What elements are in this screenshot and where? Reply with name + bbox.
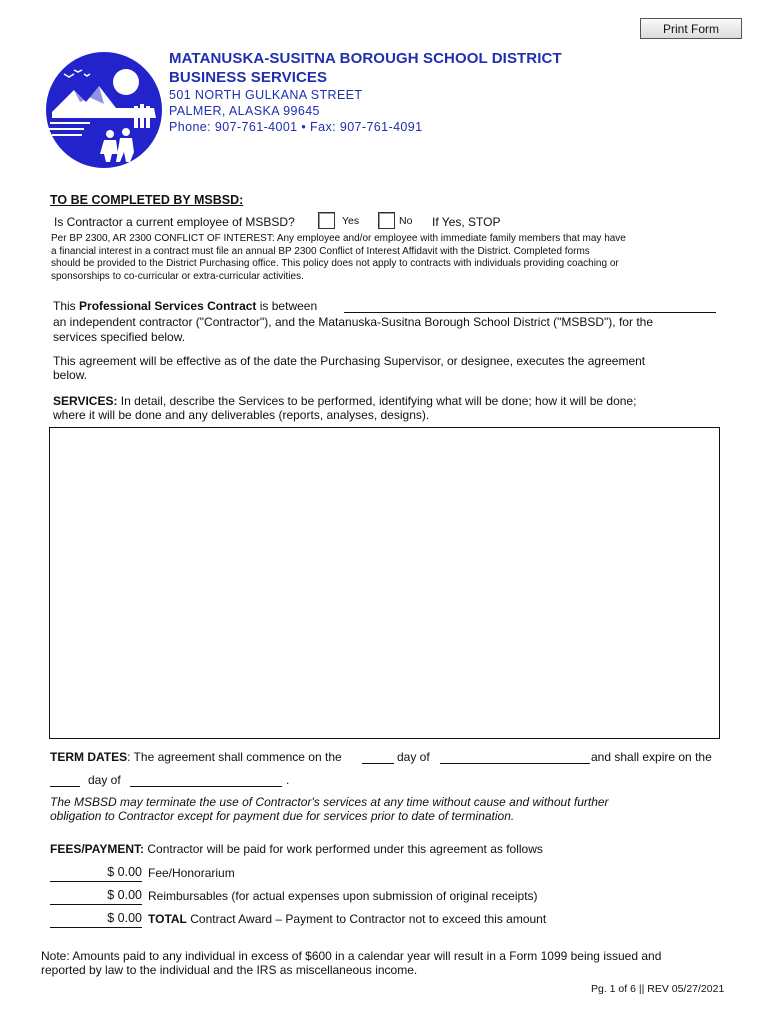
services-label: SERVICES: (53, 394, 118, 408)
contract-type: Professional Services Contract (79, 299, 257, 313)
day-of-label: day of (88, 773, 121, 787)
total-label: TOTAL (148, 912, 187, 926)
term-label: TERM DATES (50, 750, 128, 764)
intro-text: is between (256, 299, 318, 313)
stop-note: If Yes, STOP (432, 215, 501, 229)
conflict-of-interest-text (51, 233, 723, 283)
period: . (286, 773, 290, 787)
services-description-field[interactable] (49, 427, 720, 739)
fee-description: Fee/Honorarium (148, 866, 235, 880)
day-of-label: day of (397, 750, 430, 764)
conflict-line: sponsorships to co-curricular or extra-curricular activities. (51, 270, 304, 282)
yes-checkbox[interactable] (318, 212, 335, 229)
effective-text: below. (53, 368, 88, 382)
yes-label: Yes (342, 215, 360, 227)
termination-text: The MSBSD may terminate the use of Contractor's services at any time without cause and without further (50, 795, 609, 809)
start-day-field[interactable] (362, 749, 394, 764)
services-instructions (53, 394, 636, 408)
intro-text: This (53, 299, 80, 313)
employee-question: Is Contractor a current employee of MSBSD? (54, 215, 295, 229)
print-form-button[interactable]: Print Form (640, 18, 742, 39)
street-address: 501 NORTH GULKANA STREET (169, 88, 363, 102)
end-day-field[interactable] (50, 772, 80, 787)
start-month-year-field[interactable] (440, 749, 590, 764)
reimbursables-description: Reimbursables (for actual expenses upon submission of original receipts) (148, 889, 538, 903)
term-dates-line (50, 750, 342, 764)
contract-parties-text: services specified below. (53, 330, 186, 344)
contractor-name-field[interactable] (344, 298, 716, 313)
no-label: No (399, 215, 413, 227)
expire-label: and shall expire on the (591, 750, 712, 764)
services-text: where it will be done and any deliverables (reports, analyses, designs). (53, 408, 430, 422)
section-title: TO BE COMPLETED BY MSBSD: (50, 193, 244, 207)
conflict-line: Per BP 2300, AR 2300 CONFLICT OF INTEREST: Any employee and/or employee with immediate family members that may have (51, 233, 626, 244)
fees-label: FEES/PAYMENT: (50, 842, 145, 856)
effective-text: This agreement will be effective as of the date the Purchasing Supervisor, or designee, executes the agreement (53, 354, 646, 368)
note-text: Note: Amounts paid to any individual in excess of $600 in a calendar year will result in a Form 1099 being issued and (41, 949, 662, 963)
no-checkbox[interactable] (378, 212, 395, 229)
note-text: reported by law to the individual and the IRS as miscellaneous income. (41, 963, 418, 977)
contract-intro (53, 299, 317, 313)
city-state-zip: PALMER, ALASKA 99645 (169, 104, 320, 118)
page-footer: Pg. 1 of 6 || REV 05/27/2021 (591, 983, 725, 995)
conflict-line: should be provided to the District Purchasing office. This policy does not apply to contracts with individuals providing coaching or (51, 258, 619, 269)
phone-fax: Phone: 907-761-4001 • Fax: 907-761-4091 (169, 120, 423, 134)
services-text: In detail, describe the Services to be performed, identifying what will be done; how it will be done; (117, 394, 637, 408)
total-text: Contract Award – Payment to Contractor not to exceed this amount (186, 912, 547, 926)
contract-parties-text: an independent contractor ("Contractor"), and the Matanuska-Susitna Borough School District ("MSBSD"), for the (53, 315, 653, 329)
reimbursables-amount-field[interactable]: $ 0.00 (50, 888, 142, 905)
end-month-year-field[interactable] (130, 772, 282, 787)
fee-amount-field[interactable]: $ 0.00 (50, 865, 142, 882)
fees-line (50, 842, 543, 856)
district-logo (44, 50, 164, 170)
department-name: BUSINESS SERVICES (169, 69, 328, 86)
fees-text: Contractor will be paid for work performed under this agreement as follows (144, 842, 543, 856)
total-amount-field[interactable]: $ 0.00 (50, 911, 142, 928)
org-name: MATANUSKA-SUSITNA BOROUGH SCHOOL DISTRICT (169, 50, 562, 67)
term-text: : The agreement shall commence on the (127, 750, 342, 764)
total-description (148, 912, 546, 926)
conflict-line: a financial interest in a contract must file an annual BP 2300 Conflict of Interest Affidavit with the District. Completed forms (51, 245, 590, 257)
termination-text: obligation to Contractor except for payment due for services prior to date of termination. (50, 809, 515, 823)
